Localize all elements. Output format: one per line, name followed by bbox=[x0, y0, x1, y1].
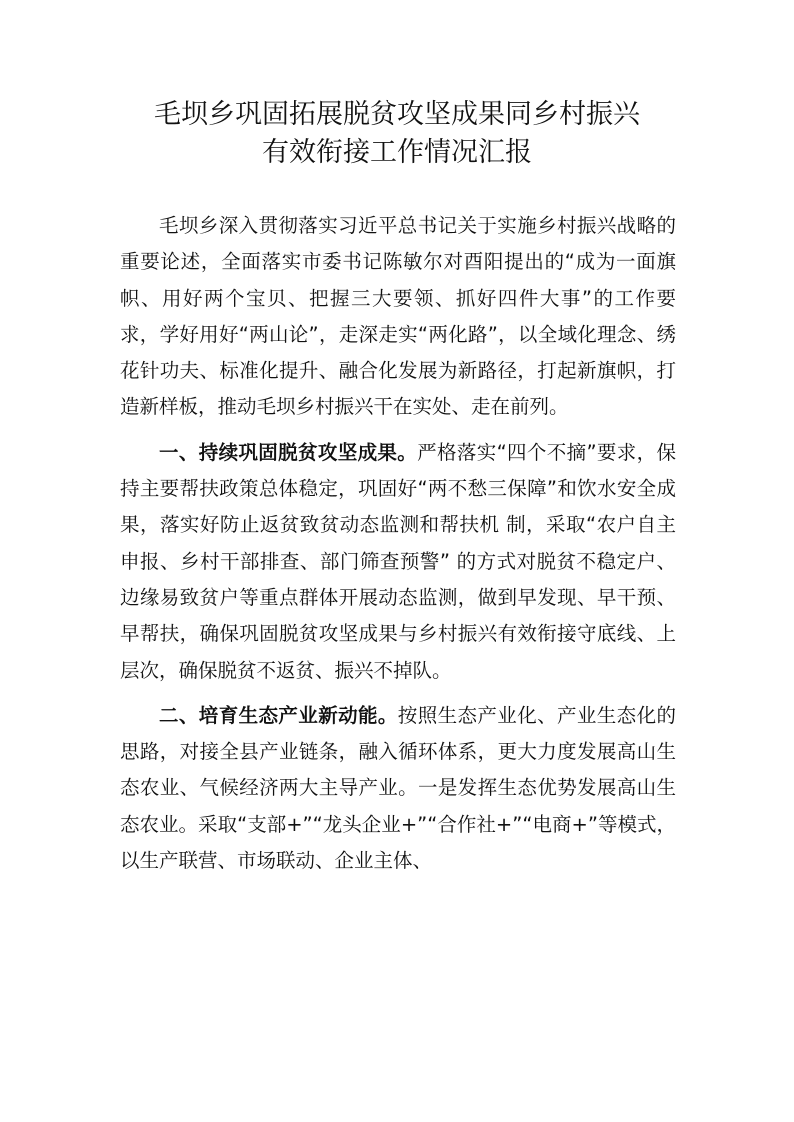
section-heading: 二、培育生态产业新动能。 bbox=[159, 703, 398, 727]
paragraph-text: 严格落实“四个不摘”要求，保持主要帮扶政策总体稳定，巩固好“两不愁三保障”和饮水安全成果，落实好防止返贫致贫动态监测和帮扶机 制，采取“农户自主申报、乡村干部排查、部门筛查预警” 的方式对脱贫不稳定户、边缘易致贫户等重点群体开展动态监测，做到早发现、早干预、早帮扶，确保巩固脱贫攻坚成果与乡村振兴有效衔接守底线、上层次，确保脱贫不返贫、振兴不掉队。 bbox=[120, 440, 676, 682]
paragraph-section-2 bbox=[120, 698, 676, 879]
paragraph-text: 按照生态产业化、产业生态化的思路，对接全县产业链条，融入循环体系，更大力度发展高山生态农业、气候经济两大主导产业。一是发挥生态优势发展高山生态农业。采取“支部+”“龙头企业+”“合作社+”“电商+”等模式，以生产联营、市场联动、企业主体、 bbox=[120, 703, 676, 873]
paragraph-intro bbox=[120, 208, 676, 426]
section-heading: 一、持续巩固脱贫攻坚成果。 bbox=[159, 440, 418, 464]
paragraph-section-1 bbox=[120, 435, 676, 689]
paragraph-text: 毛坝乡深入贯彻落实习近平总书记关于实施乡村振兴战略的重要论述，全面落实市委书记陈敏尔对酉阳提出的“成为一面旗帜、用好两个宝贝、把握三大要领、抓好四件大事”的工作要求，学好用好“两山论”，走深走实“两化路”，以全域化理念、绣花针功夫、标准化提升、融合化发展为新路径，打起新旗帜，打造新样板，推动毛坝乡村振兴干在实处、走在前列。 bbox=[120, 214, 676, 419]
title-line-1: 毛坝乡巩固拓展脱贫攻坚成果同乡村振兴 bbox=[154, 99, 640, 130]
title-line-2: 有效衔接工作情况汇报 bbox=[262, 137, 532, 168]
document-body bbox=[120, 208, 676, 888]
document-title bbox=[100, 96, 694, 172]
